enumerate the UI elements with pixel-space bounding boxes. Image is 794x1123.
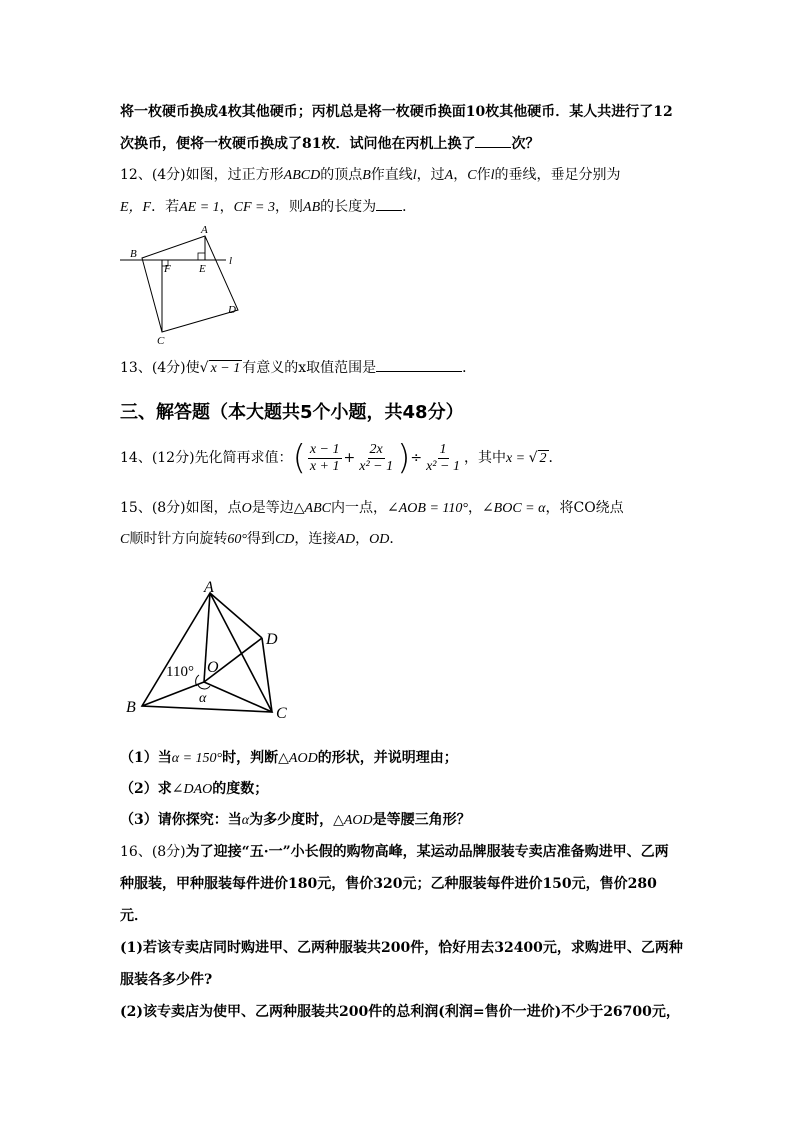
q12-text: ，	[453, 167, 468, 183]
q11-text-3: 次？	[511, 136, 540, 152]
q12-fig-label-c: C	[157, 335, 165, 347]
q14-f2-den: x² − 1	[359, 458, 394, 474]
q13-text: 使	[185, 360, 200, 376]
q12-number: 12、(4分)	[120, 167, 186, 183]
q12-square	[142, 236, 238, 332]
q15-text: 是等边	[251, 500, 294, 516]
q14-left-paren: (	[292, 438, 306, 478]
q15-sub3	[120, 810, 471, 831]
q15-sub1-text: 时，判断	[222, 750, 279, 766]
q14-text: ，其中	[463, 450, 506, 466]
q14-line	[120, 438, 563, 479]
q15-line1	[120, 498, 624, 519]
q12-point-a: A	[444, 168, 454, 183]
q14-f1-den: x + 1	[309, 458, 340, 474]
q14-f1-num: x − 1	[309, 441, 340, 457]
q15-figure	[120, 572, 300, 724]
q15-text: ，将CO绕点	[545, 500, 624, 516]
q11-text-2: 次换币，便将一枚硬币换成了81枚．试问他在丙机上换了	[120, 136, 476, 152]
q13-radicand: x − 1	[210, 361, 241, 376]
q14-fraction-2	[357, 442, 395, 475]
q15-alpha: α	[241, 813, 250, 828]
q15-angle-arc-alpha	[198, 685, 210, 689]
q14-sqrt: √ 2	[528, 450, 547, 466]
q11-line2	[120, 133, 539, 154]
q15-aod: △AOD	[278, 751, 318, 766]
q15-sub3-text: （3）请你探究：当	[120, 812, 242, 828]
q15-sub1-eq: α = 150°	[171, 751, 223, 766]
q12-text: 的垂线，垂足分别为	[494, 167, 621, 183]
q12-figure	[112, 222, 252, 347]
q14-f3-num: 1	[439, 441, 447, 457]
q15-fig-label-b: B	[126, 699, 136, 716]
q15-text: 顺时针方向旋转	[129, 531, 228, 547]
q15-fig-label-o: O	[207, 659, 219, 676]
q15-sub1	[120, 748, 458, 769]
q15-sub3-text: 是等腰三角形？	[372, 812, 471, 828]
q12-fig-label-f: F	[164, 263, 171, 275]
q16-line1	[120, 842, 669, 862]
q12-text: ，过	[416, 167, 445, 183]
q14-fraction-1	[308, 442, 342, 475]
q15-sub2	[120, 779, 268, 800]
q15-text: ，	[355, 531, 370, 547]
q15-sub2-text: 的度数；	[212, 781, 269, 797]
q14-text: 先化简再求值：	[194, 450, 293, 466]
q14-fraction-3	[424, 442, 462, 475]
q14-number: 14、(12分)	[120, 450, 195, 466]
q12-line-l: l	[412, 168, 417, 183]
section-heading: 三、解答题（本大题共5个小题，共48分）	[120, 402, 464, 423]
q14-text: ．	[548, 450, 563, 466]
q12-text: ．	[402, 199, 417, 215]
q11-text-1: 将一枚硬币换成4枚其他硬币；丙机总是将一枚硬币换面10枚其他硬币．某人共进行了12	[120, 104, 673, 120]
q15-text: 如图，点	[185, 500, 242, 516]
q12-text: 作	[476, 167, 491, 183]
q15-point-o: O	[241, 501, 252, 516]
q12-line1	[120, 165, 620, 186]
q15-text: 内一点，	[331, 500, 387, 516]
q15-sub1-text: 的形状，并说明理由；	[317, 750, 458, 766]
q15-aod: △AOD	[333, 813, 373, 828]
q15-ad: AD	[336, 532, 356, 547]
q12-ab: AB	[303, 200, 321, 215]
q14-x-eq: x =	[505, 451, 529, 466]
q12-fig-label-l: l	[229, 255, 233, 267]
q16-number: 16、(8分)	[120, 844, 186, 860]
q11-answer-blank[interactable]	[475, 133, 511, 148]
q14-right-paren: )	[397, 438, 411, 478]
q14-f2-num: 2x	[369, 441, 383, 457]
q16-line3: 元．	[120, 908, 148, 924]
q13-answer-blank[interactable]	[376, 357, 462, 372]
q16-line2: 种服装，甲种服装每件进价180元，售价320元；乙种服装每件进价150元，售价280	[120, 876, 657, 892]
q16-line4: (1)若该专卖店同时购进甲、乙两种服装共200件，恰好用去32400元，求购进甲、乙两种	[120, 940, 683, 956]
q13-text: 有意义的x取值范围是	[242, 360, 377, 376]
q15-od: OD	[369, 532, 390, 547]
q12-right-angle-e	[198, 253, 205, 260]
q12-text: 的长度为	[320, 199, 377, 215]
q15-point-c: C	[120, 532, 130, 547]
q11-line1	[120, 102, 673, 122]
q13-radical: √ x − 1	[199, 360, 241, 376]
q15-text: ，	[467, 500, 482, 516]
q15-angle-aob: ∠AOB = 110°	[387, 501, 468, 516]
q15-text: 得到	[246, 531, 275, 547]
q12-square-label: ABCD	[283, 168, 321, 183]
q15-triangle: △ABC	[293, 501, 331, 516]
q14-sqrt-2: 2	[539, 451, 547, 466]
q12-text: 作直线	[370, 167, 413, 183]
q14-f3-den: x² − 1	[426, 458, 460, 474]
q15-dao: ∠DAO	[171, 782, 213, 797]
q12-text: ．若	[151, 199, 180, 215]
q12-cf: CF = 3	[233, 200, 276, 215]
q15-line2	[120, 529, 403, 550]
q15-cd: CD	[274, 532, 295, 547]
q15-fig-label-110: 110°	[166, 664, 194, 680]
q15-sub3-text: 为多少度时，	[249, 812, 334, 828]
q15-sub2-text: （2）求	[120, 781, 172, 797]
q15-number: 15、(8分)	[120, 500, 186, 516]
q12-ae: AE = 1	[179, 200, 220, 215]
q15-segment-ad	[210, 593, 262, 638]
q15-segment-bo	[142, 682, 204, 706]
q15-triangle-abc	[142, 593, 272, 712]
q15-angle-boc: ∠BOC = α	[481, 501, 546, 516]
q12-text: 的顶点	[320, 167, 363, 183]
q14-plus: +	[343, 450, 356, 466]
q15-fig-label-alpha: α	[199, 691, 207, 706]
q12-line2	[120, 196, 416, 218]
q12-fig-label-e: E	[199, 263, 206, 275]
q16-text-1: 为了迎接“五·一”小长假的购物高峰，某运动品牌服装专卖店准备购进甲、乙两	[185, 844, 669, 860]
q12-text: ，则	[275, 199, 304, 215]
q16-line5: 服装各多少件?	[120, 972, 213, 988]
q14-divide: ÷	[410, 450, 423, 466]
q13-line	[120, 357, 476, 379]
q13-text: ．	[462, 360, 477, 376]
q12-fig-label-d: D	[228, 304, 236, 316]
q12-fig-label-a: A	[201, 224, 208, 236]
q12-answer-blank[interactable]	[376, 196, 402, 211]
q12-text: 如图，过正方形	[185, 167, 284, 183]
q15-text: ，连接	[294, 531, 337, 547]
q12-fig-label-b: B	[130, 248, 137, 260]
q15-segment-oc	[204, 682, 272, 712]
q12-point-c: C	[467, 168, 477, 183]
q15-60deg: 60°	[227, 532, 247, 547]
q15-sub1-text: （1）当	[120, 750, 172, 766]
q12-line-l: l	[490, 168, 495, 183]
q16-line6: (2)该专卖店为使甲、乙两种服装共200件的总利润(利润=售价一进价)不少于26700元，	[120, 1004, 680, 1020]
q12-text: ，	[219, 199, 234, 215]
q15-fig-label-d: D	[266, 631, 278, 648]
q12-feet: E，F	[120, 200, 152, 215]
q13-number: 13、(4分)	[120, 360, 186, 376]
q12-point-b: B	[362, 168, 371, 183]
q15-fig-label-a: A	[204, 579, 214, 596]
q15-text: ．	[389, 531, 404, 547]
q15-fig-label-c: C	[276, 705, 287, 722]
